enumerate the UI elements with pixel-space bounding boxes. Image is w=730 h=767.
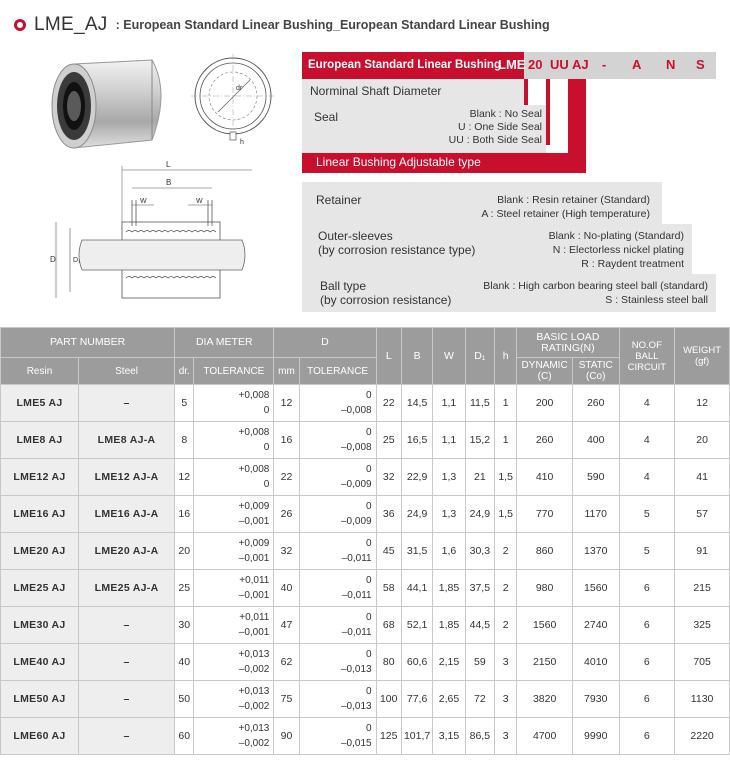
ball-type-options: Blank : High carbon bearing steel ball (standard) S : Stainless steel ball <box>483 280 708 306</box>
cell-ball: 5 <box>619 496 675 533</box>
cell-h: 1,5 <box>495 459 517 496</box>
cell-wt: 12 <box>675 385 730 422</box>
th-part-number: PART NUMBER <box>1 328 175 358</box>
cell-D1: 24,9 <box>465 496 494 533</box>
cell-d-tolerance: 0 –0,011 <box>299 607 376 644</box>
cell-h: 1 <box>495 385 517 422</box>
cell-B: 22,9 <box>401 459 432 496</box>
cell-W: 1,6 <box>433 533 465 570</box>
cell-steel: – <box>78 385 174 422</box>
B-label: B <box>166 178 172 187</box>
cell-d-tolerance: 0 –0,009 <box>299 459 376 496</box>
cell-dr-tolerance: +0,011 –0,001 <box>194 570 274 607</box>
th-weight: WEIGHT (gf) <box>675 328 730 385</box>
code-seg-series: LME <box>498 57 526 72</box>
cell-W: 1,1 <box>433 422 465 459</box>
cell-L: 68 <box>376 607 401 644</box>
code-title: European Standard Linear Bushing <box>308 59 501 71</box>
cell-dr-tolerance: +0,009 –0,001 <box>194 533 274 570</box>
cell-dr-tolerance: +0,013 –0,002 <box>194 681 274 718</box>
cell-ball: 6 <box>619 718 675 755</box>
cell-D1: 37,5 <box>465 570 494 607</box>
D1-label: D₁ <box>73 257 81 264</box>
cell-dyn: 860 <box>517 533 573 570</box>
cell-dr-tolerance: +0,009 –0,001 <box>194 496 274 533</box>
retainer-label: Retainer <box>316 193 362 207</box>
cell-resin: LME50 AJ <box>1 681 79 718</box>
cell-dr: 25 <box>175 570 194 607</box>
table-row <box>1 496 730 533</box>
cell-ball: 4 <box>619 459 675 496</box>
cell-h: 2 <box>495 570 517 607</box>
cell-ball: 5 <box>619 533 675 570</box>
bushing-photo <box>44 52 174 162</box>
cell-B: 44,1 <box>401 570 432 607</box>
cell-d-tolerance: 0 –0,013 <box>299 681 376 718</box>
cell-dr: 20 <box>175 533 194 570</box>
cell-sta: 4010 <box>572 644 619 681</box>
cell-h: 1,5 <box>495 496 517 533</box>
cell-L: 32 <box>376 459 401 496</box>
outer-sleeve-options: Blank : No-plating (Standard) N : Electorless nickel plating R : Raydent treatment <box>548 230 684 270</box>
th-L: L <box>376 328 401 385</box>
cell-d-mm: 75 <box>274 681 299 718</box>
th-static: STATIC (Co) <box>572 358 619 385</box>
cell-D1: 30,3 <box>465 533 494 570</box>
th-tolerance-1: TOLERANCE <box>194 358 274 385</box>
outer-sleeve-sublabel: (by corrosion resistance type) <box>318 243 476 257</box>
cell-dyn: 200 <box>517 385 573 422</box>
cell-wt: 325 <box>675 607 730 644</box>
th-B: B <box>401 328 432 385</box>
cell-steel: LME12 AJ-A <box>78 459 174 496</box>
th-dynamic: DYNAMIC (C) <box>517 358 573 385</box>
cell-resin: LME40 AJ <box>1 644 79 681</box>
cell-h: 2 <box>495 533 517 570</box>
cell-dyn: 260 <box>517 422 573 459</box>
cell-steel: – <box>78 644 174 681</box>
bullet-icon <box>14 19 26 31</box>
cell-L: 58 <box>376 570 401 607</box>
cell-resin: LME25 AJ <box>1 570 79 607</box>
cell-B: 31,5 <box>401 533 432 570</box>
th-basic-load: BASIC LOAD RATING(N) <box>517 328 619 358</box>
code-seg-sleeve: N <box>666 57 676 72</box>
cell-sta: 400 <box>572 422 619 459</box>
cell-dr: 60 <box>175 718 194 755</box>
part-code-chart <box>302 52 716 312</box>
cell-dr-tolerance: +0,008 0 <box>194 385 274 422</box>
cell-W: 1,85 <box>433 607 465 644</box>
cell-steel: LME16 AJ-A <box>78 496 174 533</box>
cell-ball: 6 <box>619 607 675 644</box>
D-label: D <box>50 255 56 264</box>
cell-sta: 9990 <box>572 718 619 755</box>
cell-ball: 6 <box>619 644 675 681</box>
cell-steel: – <box>78 607 174 644</box>
ball-type-label: Ball type <box>320 279 367 293</box>
cell-d-tolerance: 0 –0,009 <box>299 496 376 533</box>
W-label-1: W <box>140 198 147 205</box>
cell-D1: 21 <box>465 459 494 496</box>
dr-label: dr <box>236 85 243 92</box>
cell-steel: LME20 AJ-A <box>78 533 174 570</box>
cell-wt: 705 <box>675 644 730 681</box>
cell-steel: LME25 AJ-A <box>78 570 174 607</box>
cell-L: 22 <box>376 385 401 422</box>
th-W: W <box>433 328 465 385</box>
cell-wt: 91 <box>675 533 730 570</box>
cell-h: 3 <box>495 681 517 718</box>
side-view-drawing <box>42 160 252 310</box>
cell-sta: 2740 <box>572 607 619 644</box>
shaft-diameter-label: Norminal Shaft Diameter <box>310 84 442 98</box>
cell-dyn: 770 <box>517 496 573 533</box>
cell-dr: 50 <box>175 681 194 718</box>
cell-wt: 215 <box>675 570 730 607</box>
cell-wt: 41 <box>675 459 730 496</box>
cell-B: 16,5 <box>401 422 432 459</box>
cell-d-mm: 62 <box>274 644 299 681</box>
code-seg-retainer: A <box>632 57 642 72</box>
W-label-2: W <box>196 198 203 205</box>
cell-h: 2 <box>495 607 517 644</box>
cell-dyn: 4700 <box>517 718 573 755</box>
table-row <box>1 459 730 496</box>
cell-d-mm: 16 <box>274 422 299 459</box>
cell-dyn: 1560 <box>517 607 573 644</box>
cell-wt: 2220 <box>675 718 730 755</box>
cell-dr: 30 <box>175 607 194 644</box>
cell-B: 77,6 <box>401 681 432 718</box>
th-steel: Steel <box>78 358 174 385</box>
cell-d-tolerance: 0 –0,008 <box>299 422 376 459</box>
cell-resin: LME5 AJ <box>1 385 79 422</box>
ball-type-sublabel: (by corrosion resistance) <box>320 293 452 307</box>
table-row <box>1 385 730 422</box>
cell-D1: 86,5 <box>465 718 494 755</box>
cell-steel: – <box>78 718 174 755</box>
cell-d-mm: 32 <box>274 533 299 570</box>
cell-d-mm: 47 <box>274 607 299 644</box>
cell-dyn: 3820 <box>517 681 573 718</box>
cell-d-mm: 40 <box>274 570 299 607</box>
cell-sta: 1370 <box>572 533 619 570</box>
seal-label: Seal <box>314 110 339 124</box>
cell-dyn: 410 <box>517 459 573 496</box>
cell-L: 100 <box>376 681 401 718</box>
th-mm: mm <box>274 358 299 385</box>
cell-dr-tolerance: +0,011 –0,001 <box>194 607 274 644</box>
code-seg-size: 20 <box>528 57 543 72</box>
cell-d-tolerance: 0 –0,011 <box>299 570 376 607</box>
cell-dyn: 2150 <box>517 644 573 681</box>
cell-W: 2,15 <box>433 644 465 681</box>
front-view-drawing <box>188 52 278 147</box>
th-dia-meter: DIA METER <box>175 328 274 358</box>
cell-D1: 11,5 <box>465 385 494 422</box>
cell-sta: 7930 <box>572 681 619 718</box>
L-label: L <box>166 160 171 169</box>
table-row <box>1 422 730 459</box>
th-resin: Resin <box>1 358 79 385</box>
cell-resin: LME8 AJ <box>1 422 79 459</box>
th-ball-circuit: NO.OF BALL CIRCUIT <box>619 328 675 385</box>
cell-dr-tolerance: +0,008 0 <box>194 459 274 496</box>
cell-W: 1,3 <box>433 459 465 496</box>
cell-W: 1,3 <box>433 496 465 533</box>
cell-dr-tolerance: +0,013 –0,002 <box>194 644 274 681</box>
cell-B: 60,6 <box>401 644 432 681</box>
table-row <box>1 607 730 644</box>
cell-ball: 6 <box>619 570 675 607</box>
cell-d-tolerance: 0 –0,015 <box>299 718 376 755</box>
cell-wt: 1130 <box>675 681 730 718</box>
h-label: h <box>240 139 244 146</box>
cell-sta: 260 <box>572 385 619 422</box>
cell-ball: 4 <box>619 422 675 459</box>
cell-resin: LME20 AJ <box>1 533 79 570</box>
product-code: LME_AJ <box>34 14 108 35</box>
cell-W: 1,85 <box>433 570 465 607</box>
cell-steel: LME8 AJ-A <box>78 422 174 459</box>
seal-options: Blank : No Seal U : One Side Seal UU : Both Side Seal <box>448 108 542 146</box>
th-h: h <box>495 328 517 385</box>
table-row <box>1 570 730 607</box>
cell-h: 1 <box>495 422 517 459</box>
th-tolerance-2: TOLERANCE <box>299 358 376 385</box>
cell-D1: 15,2 <box>465 422 494 459</box>
outer-sleeve-label: Outer-sleeves <box>318 229 393 243</box>
cell-dyn: 980 <box>517 570 573 607</box>
table-row <box>1 718 730 755</box>
adjustable-type-label: Linear Bushing Adjustable type <box>316 155 481 169</box>
th-D1: D₁ <box>465 328 494 385</box>
cell-L: 80 <box>376 644 401 681</box>
cell-ball: 4 <box>619 385 675 422</box>
table-row <box>1 681 730 718</box>
cell-D1: 72 <box>465 681 494 718</box>
cell-d-tolerance: 0 –0,011 <box>299 533 376 570</box>
cell-h: 3 <box>495 718 517 755</box>
cell-W: 2,65 <box>433 681 465 718</box>
cell-sta: 1560 <box>572 570 619 607</box>
spec-table <box>0 327 730 755</box>
cell-d-tolerance: 0 –0,013 <box>299 644 376 681</box>
cell-h: 3 <box>495 644 517 681</box>
cell-dr-tolerance: +0,008 0 <box>194 422 274 459</box>
cell-D1: 44,5 <box>465 607 494 644</box>
product-description: : European Standard Linear Bushing_European Standard Linear Bushing <box>115 18 550 32</box>
cell-L: 25 <box>376 422 401 459</box>
th-d: D <box>274 328 376 358</box>
cell-d-mm: 26 <box>274 496 299 533</box>
cell-L: 36 <box>376 496 401 533</box>
cell-B: 24,9 <box>401 496 432 533</box>
cell-d-mm: 22 <box>274 459 299 496</box>
cell-sta: 1170 <box>572 496 619 533</box>
cell-d-mm: 12 <box>274 385 299 422</box>
page-header <box>14 12 550 38</box>
cell-resin: LME16 AJ <box>1 496 79 533</box>
cell-W: 3,15 <box>433 718 465 755</box>
cell-dr-tolerance: +0,013 –0,002 <box>194 718 274 755</box>
cell-wt: 57 <box>675 496 730 533</box>
cell-d-tolerance: 0 –0,008 <box>299 385 376 422</box>
code-bar <box>302 52 716 79</box>
cell-L: 45 <box>376 533 401 570</box>
cell-resin: LME60 AJ <box>1 718 79 755</box>
cell-D1: 59 <box>465 644 494 681</box>
cell-B: 101,7 <box>401 718 432 755</box>
code-seg-dash: - <box>602 57 607 72</box>
cell-ball: 6 <box>619 681 675 718</box>
table-row <box>1 644 730 681</box>
cell-dr: 12 <box>175 459 194 496</box>
code-seg-ball: S <box>696 57 705 72</box>
th-dr: dr. <box>175 358 194 385</box>
cell-resin: LME12 AJ <box>1 459 79 496</box>
cell-dr: 16 <box>175 496 194 533</box>
cell-B: 52,1 <box>401 607 432 644</box>
cell-L: 125 <box>376 718 401 755</box>
retainer-options: Blank : Resin retainer (Standard) A : Steel retainer (High temperature) <box>481 194 650 220</box>
code-seg-type: AJ <box>572 57 589 72</box>
cell-sta: 590 <box>572 459 619 496</box>
cell-W: 1,1 <box>433 385 465 422</box>
cell-B: 14,5 <box>401 385 432 422</box>
code-seg-seal: UU <box>550 57 569 72</box>
cell-resin: LME30 AJ <box>1 607 79 644</box>
table-row <box>1 533 730 570</box>
cell-dr: 40 <box>175 644 194 681</box>
cell-steel: – <box>78 681 174 718</box>
cell-dr: 8 <box>175 422 194 459</box>
cell-d-mm: 90 <box>274 718 299 755</box>
cell-dr: 5 <box>175 385 194 422</box>
cell-wt: 20 <box>675 422 730 459</box>
